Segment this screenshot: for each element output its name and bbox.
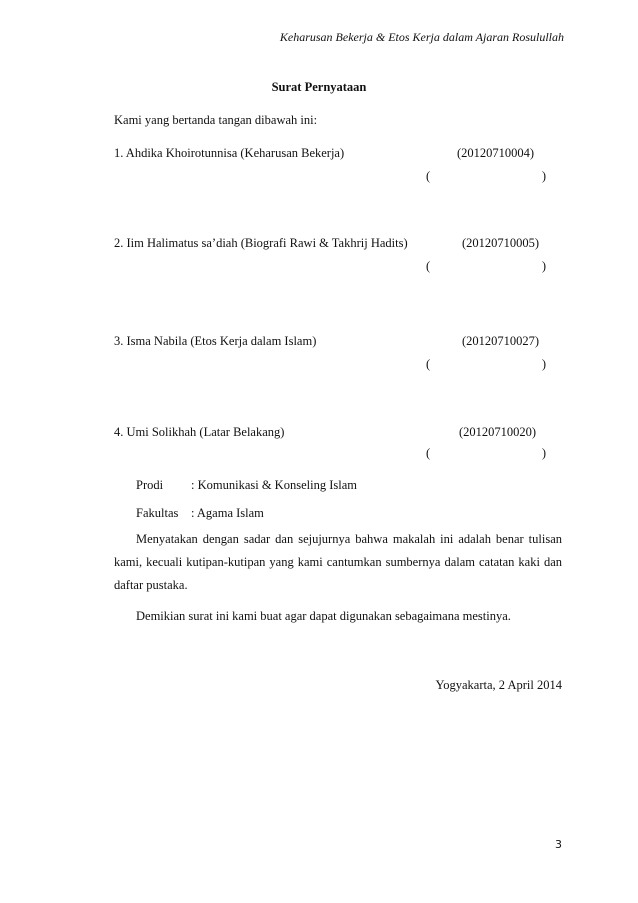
- intro-text: Kami yang bertanda tangan dibawah ini:: [114, 113, 318, 127]
- place-date: Yogyakarta, 2 April 2014: [435, 678, 562, 692]
- prodi-label: Prodi: [136, 478, 164, 492]
- signature-close-paren: ): [541, 169, 546, 183]
- signature-open-paren: (: [426, 357, 431, 371]
- signatory-name: 3. Isma Nabila (Etos Kerja dalam Islam): [114, 334, 317, 348]
- page-number: 3: [555, 838, 562, 851]
- running-header: Keharusan Bekerja & Etos Kerja dalam Ajaran Rosulullah: [279, 30, 564, 44]
- statement-paragraph: Menyatakan dengan sadar dan sejujurnya bahwa makalah ini adalah benar tulisan kami, kecuali kutipan-kutipan yang kami cantumkan sumbernya dalam catatan kaki dan daftar pustaka.: [114, 532, 562, 592]
- document-title: Surat Pernyataan: [271, 80, 367, 94]
- signatory-nim: (20120710020): [459, 425, 537, 439]
- closing-sentence: Demikian surat ini kami buat agar dapat digunakan sebagaimana mestinya.: [136, 609, 511, 623]
- signatory-name: 1. Ahdika Khoirotunnisa (Keharusan Bekerja): [114, 146, 345, 160]
- signature-open-paren: (: [426, 169, 431, 183]
- signature-close-paren: ): [541, 357, 546, 371]
- fakultas-value: : Agama Islam: [191, 506, 264, 520]
- signatory-nim: (20120710004): [457, 146, 535, 160]
- prodi-value: : Komunikasi & Konseling Islam: [191, 478, 357, 492]
- signature-close-paren: ): [541, 259, 546, 273]
- signature-close-paren: ): [541, 446, 546, 460]
- signatory-name: 2. Iim Halimatus sa’diah (Biografi Rawi & Takhrij Hadits): [114, 236, 408, 250]
- signature-open-paren: (: [426, 259, 431, 273]
- signatory-nim: (20120710027): [462, 334, 540, 348]
- signatory-nim: (20120710005): [462, 236, 540, 250]
- signature-open-paren: (: [426, 446, 431, 460]
- signatory-name: 4. Umi Solikhah (Latar Belakang): [114, 425, 285, 439]
- fakultas-label: Fakultas: [136, 506, 179, 520]
